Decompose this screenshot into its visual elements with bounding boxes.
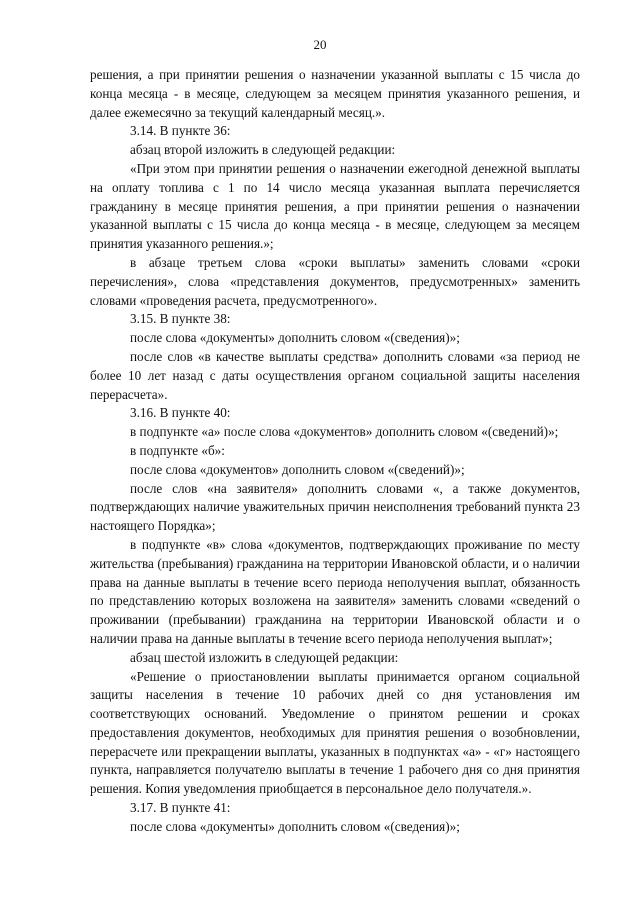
document-body bbox=[90, 66, 580, 837]
paragraph: после слова «документы» дополнить словом «(сведения)»; bbox=[130, 818, 460, 834]
paragraph: в абзаце третьем слова «сроки выплаты» заменить словами «сроки перечисления», слова «представления документов, предусмотренных» заменить словами «проведения расчета, предусмотренного». bbox=[90, 254, 580, 308]
paragraph: абзац шестой изложить в следующей редакции: bbox=[130, 649, 399, 665]
section-heading: 3.16. В пункте 40: bbox=[130, 405, 231, 421]
paragraph: после слов «на заявителя» дополнить словами «, а также документов, подтверждающих наличие уважительных причин неисполнения требований пункта 23 настоящего Порядка»; bbox=[90, 480, 580, 534]
paragraph: решения, а при принятии решения о назначении указанной выплаты с 15 числа до конца месяца - в месяце, следующем за месяцем принятия указанного решения, и далее ежемесячно за текущий календарный месяц.». bbox=[90, 67, 580, 120]
page-number: 20 bbox=[313, 37, 327, 52]
paragraph: в подпункте «в» слова «документов, подтверждающих проживание по месту жительства (пребывания) гражданина на территории Ивановской области, и о наличии права на данные выплаты в течение всего периода неполучения выплат, обязанность по представлению которых возложена на заявителя» заменить словами «сведений о проживании (пребывании) гражданина на территории Ивановской области и о наличии права на данные выплаты в течение всего периода неполучения выплат»; bbox=[90, 536, 580, 646]
paragraph: после слов «в качестве выплаты средства» дополнить словами «за период не более 10 лет назад с даты осуществления органом социальной защиты населения перерасчета». bbox=[90, 348, 580, 402]
paragraph: «При этом при принятии решения о назначении ежегодной денежной выплаты на оплату топлива с 1 по 14 число месяца указанная выплата перечисляется гражданину в месяце принятия решения, а при принятии решения о назначении указанной выплаты с 15 числа до конца месяца - в месяце, следующем за месяцем принятия указанного решения.»; bbox=[90, 160, 580, 252]
section-heading: 3.17. В пункте 41: bbox=[130, 800, 231, 816]
paragraph: после слова «документы» дополнить словом «(сведения)»; bbox=[130, 330, 460, 346]
paragraph: «Решение о приостановлении выплаты принимается органом социальной защиты населения в течение 10 рабочих дней со дня установления им соответствующих оснований. Уведомление о принятом решении и сроках предоставления документов, необходимых для принятия решения о возобновлении, перерасчете или прекращении выплаты, указанных в подпунктах «а» - «г» настоящего пункта, направляется получателю выплаты в течение 1 рабочего дня со дня принятия решения. Копия уведомления приобщается в персональное дело получателя.». bbox=[90, 668, 580, 797]
paragraph: в подпункте «б»: bbox=[130, 442, 225, 458]
section-heading: 3.14. В пункте 36: bbox=[130, 123, 231, 139]
paragraph: абзац второй изложить в следующей редакции: bbox=[130, 142, 396, 158]
paragraph: после слова «документов» дополнить словом «(сведений)»; bbox=[130, 461, 465, 477]
paragraph: в подпункте «а» после слова «документов» дополнить словом «(сведений)»; bbox=[130, 424, 559, 440]
section-heading: 3.15. В пункте 38: bbox=[130, 311, 231, 327]
